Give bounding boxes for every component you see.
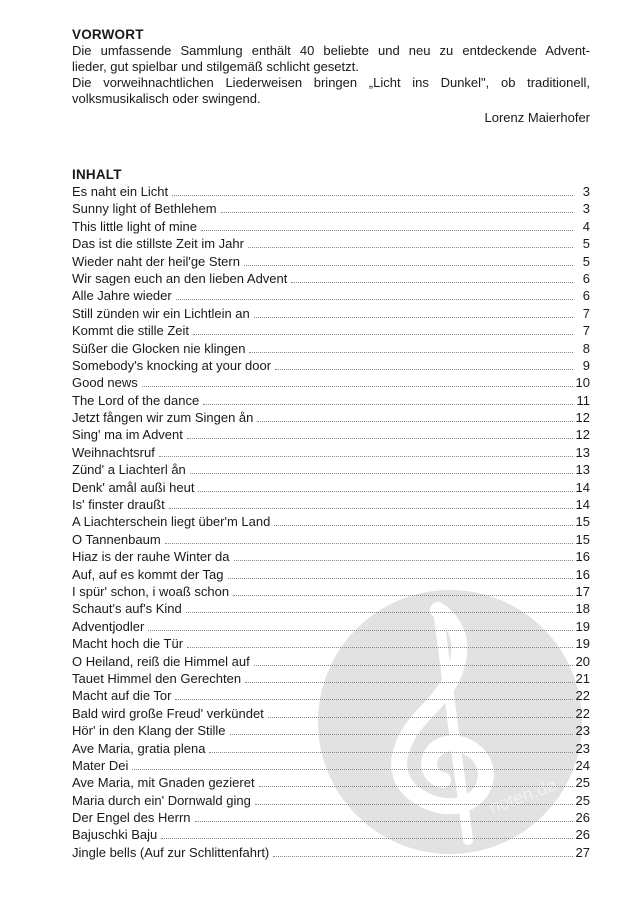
- dot-leader: [259, 786, 573, 787]
- toc-entry-page: 17: [575, 583, 590, 599]
- toc-entry: [72, 341, 590, 358]
- toc-entry-page: 4: [582, 218, 590, 234]
- toc-entry-page: 16: [575, 566, 590, 582]
- dot-leader: [255, 804, 573, 805]
- toc-entry: [72, 827, 590, 844]
- toc-entry-title: The Lord of the dance: [72, 392, 200, 408]
- dot-leader: [228, 578, 573, 579]
- toc-entry-title: Schaut's auf's Kind: [72, 601, 182, 617]
- toc-entry-title: Mater Dei: [72, 757, 129, 773]
- dot-leader: [161, 838, 572, 839]
- toc-entry-page: 3: [582, 184, 590, 199]
- toc-entry-title: Ave Maria, gratia plena: [72, 740, 206, 756]
- toc-entry: [72, 723, 590, 740]
- dot-leader: [198, 491, 572, 492]
- dot-leader: [165, 543, 573, 544]
- toc-entry-title: Zünd' a Liachterl ån: [72, 462, 186, 478]
- toc-entry: [72, 497, 590, 514]
- toc-entry: [72, 427, 590, 444]
- toc-entry-title: Adventjodler: [72, 618, 145, 634]
- toc-entry: [72, 480, 590, 497]
- toc-entry: [72, 271, 590, 288]
- toc-entry: [72, 410, 590, 427]
- dot-leader: [249, 352, 573, 353]
- toc-entry-title: Der Engel des Herrn: [72, 810, 191, 826]
- dot-leader: [244, 265, 573, 266]
- toc-entry: [72, 445, 590, 462]
- toc-entry-page: 22: [575, 705, 590, 721]
- toc-entry-page: 8: [582, 340, 590, 356]
- toc-entry-title: O Tannenbaum: [72, 531, 161, 547]
- dot-leader: [169, 508, 573, 509]
- toc-entry-title: Sing' ma im Advent: [72, 427, 183, 443]
- toc-entry-page: 14: [575, 479, 590, 495]
- dot-leader: [221, 212, 573, 213]
- dot-leader: [187, 438, 573, 439]
- dot-leader: [172, 195, 573, 196]
- toc-entry: [72, 323, 590, 340]
- dot-leader: [142, 386, 573, 387]
- dot-leader: [273, 856, 572, 857]
- toc-heading: INHALT: [72, 167, 122, 182]
- dot-leader: [274, 525, 572, 526]
- toc-entry-page: 26: [575, 827, 590, 843]
- toc-entry-title: Kommt die stille Zeit: [72, 323, 190, 339]
- toc-entry-title: Wir sagen euch an den lieben Advent: [72, 270, 288, 286]
- toc-entry: [72, 584, 590, 601]
- toc-entry-title: Wieder naht der heil'ge Stern: [72, 253, 240, 269]
- dot-leader: [254, 317, 573, 318]
- toc-entry-title: A Liachterschein liegt über'm Land: [72, 514, 271, 530]
- dot-leader: [234, 560, 573, 561]
- toc-entry-title: Es naht ein Licht: [72, 184, 169, 199]
- toc-entry-page: 9: [582, 357, 590, 373]
- preface-line: lieder, gut spielbar und stilgemäß schlicht gesetzt.: [72, 59, 359, 74]
- toc-entry: [72, 810, 590, 827]
- dot-leader: [193, 334, 573, 335]
- toc-entry-page: 25: [575, 775, 590, 791]
- toc-entry: [72, 636, 590, 653]
- toc-entry: [72, 532, 590, 549]
- toc-entry: [72, 845, 590, 862]
- toc-entry-title: Jingle bells (Auf zur Schlittenfahrt): [72, 844, 270, 860]
- toc-entry-title: Das ist die stillste Zeit im Jahr: [72, 236, 244, 252]
- toc-entry-page: 23: [575, 740, 590, 756]
- toc-entry-page: 5: [582, 236, 590, 252]
- toc-entry-page: 6: [582, 270, 590, 286]
- toc-entry-page: 11: [576, 392, 590, 408]
- toc-entry-title: Still zünden wir ein Lichtlein an: [72, 305, 250, 321]
- toc-entry-page: 23: [575, 723, 590, 739]
- dot-leader: [187, 647, 572, 648]
- toc-entry-title: Good news: [72, 375, 138, 391]
- toc-entry-title: Somebody's knocking at your door: [72, 357, 272, 373]
- page-content: [72, 27, 590, 862]
- toc-entry: [72, 306, 590, 323]
- toc-entry: [72, 688, 590, 705]
- toc-entry: [72, 393, 590, 410]
- toc-entry-page: 22: [575, 688, 590, 704]
- toc-entry-title: Denk' amål außi heut: [72, 479, 195, 495]
- toc-entry: [72, 741, 590, 758]
- toc-entry-title: Ave Maria, mit Gnaden gezieret: [72, 775, 255, 791]
- toc-entry-page: 5: [582, 253, 590, 269]
- toc-entry: [72, 219, 590, 236]
- toc-entry-title: This little light of mine: [72, 218, 197, 234]
- toc-entry-page: 13: [575, 444, 590, 460]
- toc-entry-title: Auf, auf es kommt der Tag: [72, 566, 224, 582]
- toc-entry-page: 15: [575, 531, 590, 547]
- preface-line: Die umfassende Sammlung enthält 40 beliebte und neu zu entdeckende Advent-: [72, 43, 590, 58]
- toc-entry: [72, 462, 590, 479]
- dot-leader: [195, 821, 573, 822]
- toc-entry-title: Macht auf die Tor: [72, 688, 172, 704]
- toc-entry: [72, 775, 590, 792]
- toc-entry: [72, 671, 590, 688]
- table-of-contents: [72, 184, 590, 862]
- toc-entry-page: 25: [575, 792, 590, 808]
- watermark-text: noten.de: [486, 774, 560, 818]
- toc-entry: [72, 758, 590, 775]
- dot-leader: [203, 404, 573, 405]
- toc-entry: [72, 601, 590, 618]
- toc-entry-title: Bald wird große Freud' verkündet: [72, 705, 264, 721]
- toc-entry-title: Macht hoch die Tür: [72, 636, 184, 652]
- preface-line: Die vorweihnachtlichen Liederweisen bringen „Licht ins Dunkel", ob traditionell,: [72, 75, 590, 90]
- toc-entry-title: Weihnachtsruf: [72, 444, 155, 460]
- toc-entry-page: 12: [575, 427, 590, 443]
- toc-entry-page: 19: [575, 636, 590, 652]
- dot-leader: [233, 595, 572, 596]
- dot-leader: [257, 421, 572, 422]
- toc-entry: [72, 236, 590, 253]
- toc-entry-title: Jetzt fången wir zum Singen ån: [72, 410, 254, 426]
- preface-heading: VORWORT: [72, 27, 144, 42]
- toc-entry-title: Süßer die Glocken nie klingen: [72, 340, 246, 356]
- dot-leader: [209, 752, 572, 753]
- dot-leader: [159, 456, 573, 457]
- toc-entry-page: 24: [575, 757, 590, 773]
- toc-entry-page: 27: [575, 844, 590, 860]
- toc-entry: [72, 567, 590, 584]
- toc-entry: [72, 184, 590, 201]
- toc-entry-title: Alle Jahre wieder: [72, 288, 172, 304]
- toc-entry-title: Is' finster draußt: [72, 497, 165, 513]
- toc-entry-title: Maria durch ein' Dornwald ging: [72, 792, 251, 808]
- dot-leader: [148, 630, 572, 631]
- toc-entry-title: Hör' in den Klang der Stille: [72, 723, 226, 739]
- toc-entry: [72, 706, 590, 723]
- toc-entry: [72, 358, 590, 375]
- dot-leader: [132, 769, 572, 770]
- dot-leader: [176, 299, 573, 300]
- dot-leader: [190, 473, 573, 474]
- preface-line: volksmusikalisch oder swingend.: [72, 91, 261, 106]
- dot-leader: [291, 282, 573, 283]
- preface-author: Lorenz Maierhofer: [484, 110, 590, 125]
- toc-entry-title: Bajuschki Baju: [72, 827, 158, 843]
- toc-entry: [72, 619, 590, 636]
- toc-entry-page: 6: [582, 288, 590, 304]
- toc-entry-title: I spür' schon, i woaß schon: [72, 583, 230, 599]
- dot-leader: [254, 665, 573, 666]
- dot-leader: [248, 247, 573, 248]
- toc-entry-page: 12: [575, 410, 590, 426]
- toc-entry-title: Sunny light of Bethlehem: [72, 201, 217, 217]
- dot-leader: [175, 699, 572, 700]
- toc-entry-page: 14: [575, 497, 590, 513]
- toc-entry: [72, 201, 590, 218]
- toc-entry-page: 26: [575, 810, 590, 826]
- dot-leader: [186, 612, 573, 613]
- toc-entry-page: 16: [575, 549, 590, 565]
- toc-entry-page: 13: [575, 462, 590, 478]
- dot-leader: [275, 369, 573, 370]
- toc-entry: [72, 793, 590, 810]
- toc-entry-page: 3: [582, 201, 590, 217]
- toc-entry-title: O Heiland, reiß die Himmel auf: [72, 653, 250, 669]
- dot-leader: [245, 682, 572, 683]
- toc-entry-page: 20: [575, 653, 590, 669]
- toc-entry: [72, 254, 590, 271]
- toc-entry: [72, 288, 590, 305]
- dot-leader: [268, 717, 573, 718]
- toc-entry-page: 7: [582, 305, 590, 321]
- toc-entry-title: Tauet Himmel den Gerechten: [72, 670, 242, 686]
- toc-entry-page: 10: [575, 375, 590, 391]
- toc-entry: [72, 514, 590, 531]
- dot-leader: [230, 734, 573, 735]
- toc-entry: [72, 549, 590, 566]
- toc-entry-page: 7: [582, 323, 590, 339]
- toc-entry-title: Hiaz is der rauhe Winter da: [72, 549, 230, 565]
- toc-entry: [72, 654, 590, 671]
- toc-entry-page: 15: [575, 514, 590, 530]
- toc-entry-page: 19: [575, 618, 590, 634]
- toc-entry-page: 21: [575, 670, 590, 686]
- toc-entry-page: 18: [575, 601, 590, 617]
- toc-entry: [72, 375, 590, 392]
- dot-leader: [201, 230, 573, 231]
